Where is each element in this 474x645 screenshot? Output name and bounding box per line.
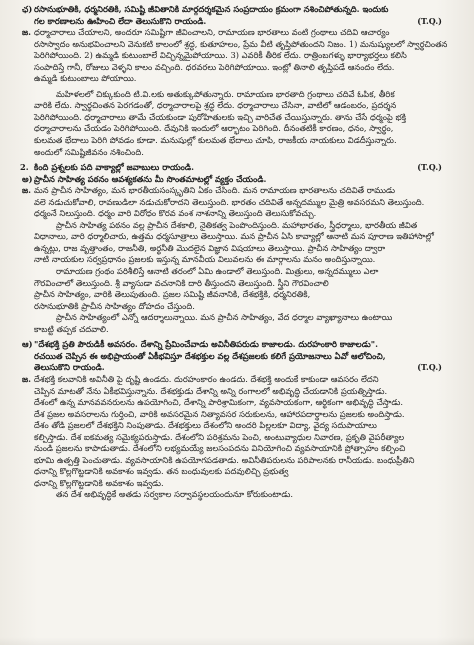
para-2-line-5: కులమత భేదాలు పెరిగి పోవడం కూడా. మనుషుల్లో కులమత భేదాలు చూపి, రాజకీయ నాయకులు విడదీస్తున్నారు. (34, 135, 397, 146)
answer-aa-line-9: ధనాన్ని కొల్లగొట్టడానికి అవకాశం ఇవ్వడు. తన బంధువులకు పదవులిచ్చి ప్రభుత్వ (34, 466, 289, 477)
answer-aa-line-1 (22, 374, 460, 386)
answer-a-line-3: పెరిగిపోయింది. 2) ఉమ్మడి కుటుంబాలే విచ్ఛిన్నమైపోయాయి. 3) ఎవరికీ తీరిక లేదు. రాత్రింబగళ్ళు భార్యాభర్తలు కలిసి (34, 50, 407, 61)
para-a2b-line-1: ప్రాచీన సాహిత్యంలో ఎన్నో ఆదర్శాలున్నాయి. మన ప్రాచీన సాహిత్యం, వేద ధర్మాల వ్యాఖ్యానాలు ఉంటాయి (56, 312, 393, 323)
answer-a-marker: జ. (22, 27, 31, 38)
question-a-tq-label: (T.Q.) (417, 15, 442, 26)
answer-aa-line-5: దేశం తోడి ప్రజలలో దేశభక్తిని నింపుతాడు. దేశభక్తులు దేశంలోని అందరి పిల్లలకూ విద్యా, వైద్య సదుపాయాలు (34, 420, 377, 431)
answer-a-line-5: ఉమ్మడి కుటుంబాలు పోయాయి. (34, 73, 137, 84)
answer-a2-text-1: మన ప్రాచీన సాహిత్యం, మన భారతీయసంస్కృతిని ఏకం చేసింది. మన రామాయణ భారతాలను చదివితే రాముడు (34, 185, 395, 196)
para-a2-line-1: ప్రాచీన సాహిత్య పఠనం వల్ల ప్రాచీన దేశకాలి, నైతికత్వ పెంపొందిస్తుంది. మహాభారతం, స్త్రీధర్మాలు, భారతీయ జీవిత (56, 219, 418, 230)
para-a2-line-6: గౌరవించాలో తెలుస్తుంది. శ్రీ వ్యాసుడా వచనానికి దారి తీస్తుందని తెలుస్తుంది. స్త్రీని గౌరవించాలి (34, 277, 329, 288)
question-a-text-1: రసానుభూతికి, ధర్మనిరతికి, సమిష్టి జీవితానికి మార్గదర్శకమైన సంప్రదాయం క్రమంగా నశించిపోతున్నది. ఇందుకు (34, 4, 389, 14)
answer-aa-line-2: చెప్పిన మాటతో నేను ఏకీభవిస్తున్నాను. దేశభక్తుడు దేశాన్ని అన్ని రంగాలలో అభివృద్ధి చేయడానికి ప్రయత్నిస్తాడు. (34, 385, 388, 396)
question-aa-text-1: "దేశభక్తి ప్రతి పౌరుడికీ అవసరం. దేశాన్ని ప్రేమించేవాడు అవినీతిపరుడు కాజాలడు. దురహంకారి కాజాలడు". (34, 339, 378, 350)
answer-aa-line-6: కల్పిస్తాడు. దేశ ఐకమత్య సమైక్యపరుస్తాడు. దేశంలోని పరిశ్రమను పెంచి, అంటువ్యాధుల నివారణ, ప్రకృతి వైపరీత్యాల (34, 431, 405, 442)
answer-a-text-1: ధర్మాచారాలు చేయాలని, అందరూ సమిష్టిగా జీవించాలని, రామాయణ భారతాలు వంటి గ్రంథాలు చదివి ఆచార్యం (34, 27, 390, 38)
para-a2-line-3: ఉన్నట్లు, రాజ వృత్తాంతం, రాజనీతి, అర్థనీతి మొదలైన విజ్ఞాన విషయాలు తెలుస్తాయి. ప్రాచీన సాహిత్యం ద్వారా (34, 242, 386, 253)
question-aa-line-2 (22, 351, 460, 363)
question-a2-marker: అ) (22, 173, 33, 184)
answer-aa-line-7: నుండి ప్రజలను కాపాడుతాడు. దేశంలోని లభ్యమయ్యే జలసంపదను వినియోగించి వ్యవసాయానికి ప్రోత్సాహం కల్పించి (34, 443, 406, 454)
question-aa-text-3: తెలుసుకొని రాయండి. (34, 362, 105, 373)
para-a2b-line-2: కాబట్టి తప్పక చదవాలి. (34, 323, 109, 334)
question-a-line-1 (22, 4, 460, 16)
answer-aa-line-4: దేశ ప్రజల అవసరాలను గుర్తించి, వారికి అవసరమైన నిత్యావసర సరుకులను, ఆహారపదార్థాలను ప్రజలకు అందిస్తాడు. (34, 408, 405, 419)
section-2-tq-label: (T.Q.) (417, 162, 442, 173)
para-2-line-3: పెరిగిపోయింది. ధర్మాచారాలు తామే చేయకుండా పురోహితులకు ఇచ్చి వారిచేత చేయిస్తున్నారు. తాను చేసే ధర్మంపై భక్తి (34, 111, 407, 122)
answer-aa-text-1: దేశభక్తి కలవానికి అవినీతి పై దృష్టి ఉండదు. దురహంకారం ఉండదు. దేశభక్తి అందుకే కాకుండా ఆవసరం లేదని (34, 373, 379, 384)
para-a2-line-8: రసానుభూతికి ప్రాచీన సాహిత్యం దోహదం చేస్తుంది. (34, 300, 195, 311)
para-a2-line-4: నాటి నాయకుల సర్వప్రధానం ప్రజలకు ఇస్తున్న మానవీయ విలువలను ఈ మార్గాలను మనం అందిస్తున్నాయి. (34, 254, 376, 265)
answer-a2-line-1 (22, 185, 460, 197)
answer-aa-line-11: తన దేశ అభివృద్ధికే అతడు సర్వకాల సర్వావస్థలయందునూ కోరుకుంటాడు. (56, 489, 294, 500)
section-2-heading (22, 162, 460, 174)
question-a-text-2: గల కారణాలను ఊహించి లేదా తెలుసుకొని రాయండి. (34, 15, 207, 26)
answer-aa-line-8: భూమి ఉత్పత్తి పెంచుతాడు. వ్యవసాయానికి ఉపయోగపడతాడు. అవినీతిపరులను పరిపాలనకు రానీయడు. బంధుప్రీతిని (34, 454, 415, 465)
section-2-heading-text: కింది ప్రశ్నలకు పది వాక్యాల్లో జవాబులు రాయండి. (34, 162, 194, 173)
para-2-line-6: అందులో సమిష్టిజీవనం నశించింది. (34, 146, 144, 157)
question-a-marker: ఛ) (22, 4, 33, 14)
question-aa-line-3 (22, 362, 460, 374)
answer-aa-line-3: దేశంలో ఉన్న మానవవనరులను ఉపయోగించి, దేశాన్ని పారిశ్రామికంగా, వ్యవసాయకంగా, ఆర్థికంగా అభివృద్ధి చేస్తాడు. (34, 397, 404, 408)
answer-a-line-4: సంపాదిస్తే గానీ, రోజులు వెళ్ళని కాలం వచ్చింది. ధరవరలు పెరిగిపోయాయి. ఇంట్లో తినాలి తృప్తిపడే ఆనందం లేదు. (34, 61, 395, 72)
question-aa-line-1 (22, 339, 460, 351)
answer-aa-line-10: ధనాన్ని కొల్లగొట్టడానికి అవకాశం ఇవ్వడు. (34, 477, 164, 488)
para-2-line-4: ధర్మాచారాలను చేయడం పెరిగిపోయింది. దేవునికి ఇందులో ఆర్భాటం పెరిగింది. దీనంతటికీ కారణం, ధనం, స్వార్థం, (34, 123, 394, 134)
answer-a2-line-3: ధర్మంనే నిలుస్తుంది. ధర్మం వారి విరోధం కొరవ వంశ నాశనాన్ని తెలుస్తుంది తెలుసుకోవచ్చు. (34, 208, 317, 219)
para-2-line-2: వారికి లేదు. స్వార్థచింతన పెరగడంతో, ధర్మాచారాలపై శ్రద్ధ లేదు. ధర్మాచారాలు చేసినా, వాటిలో ఆడంబరం, ప్రదర్శన (34, 100, 397, 111)
page-bottom-shadow (0, 637, 474, 645)
section-2-number: 2. (20, 162, 29, 173)
question-a2-line-1 (22, 174, 460, 186)
question-aa-marker: ఆ) (22, 339, 33, 350)
question-aa-tq-label: (T.Q.) (417, 362, 442, 373)
para-a2-line-7: ప్రాచీన సాహిత్యం, వారికి తెలుపుతుంది. ప్రజల సమిష్టి జీవనానికి, దేశభక్తికి, ధర్మనిరతికి, (34, 289, 311, 300)
para-a2-line-2: విధానాలు, వారి ధర్మాలిచారు, ఉత్తమ ధర్మసూత్రాలు తెలుస్తాయి. మన ప్రాచీన ఏసి కావ్యాల్లో ఆనాటి మన పూరాణ ఇతిహాసాల్లో (34, 231, 434, 242)
answer-a-line-1 (22, 27, 460, 39)
answer-aa-marker: జ. (22, 373, 31, 384)
para-2-line-1: మహిళలలో చిక్కుకుంది టి.వి.లకు అతుక్కుపోతున్నారు. రామాయణ భారతాది గ్రంథాలు చదివే ఓపిక, తీరిక (56, 88, 395, 99)
question-a2-text-1: ప్రాచీన సాహిత్య పఠనం ఆవశ్యకతను మీ సొంతమాటల్లో వ్యక్తం చేయండి. (34, 173, 267, 184)
answer-a2-marker: జ. (22, 185, 31, 196)
question-a-line-2 (22, 16, 460, 28)
answer-a-line-2: రసాస్వాదం అనుభవించాలని వెనుకటి కాలంలో శ్రద్ధ, కుతూహలం, ప్రేమ వీటి తృప్తిపోతుందని నిజం. 1) మనుష్యులలో స్వార్థచింతన (34, 38, 448, 49)
question-aa-text-2: రచయిత చెప్పిన ఈ అభిప్రాయంతో ఏకీభవిస్తూ దేశభక్తుల వల్ల దేశప్రజలకు కలిగే ప్రయోజనాలు ఏవో ఆలోచించి, (34, 350, 386, 361)
answer-a2-line-2: వలె నడుచుకోవాలి, రావణుడిలా నడుచుకోరాదని తెలుస్తుంది. భారతం చదివితే అన్నదమ్ముల మైత్రి అవసరమని తెలుస్తుంది. (34, 196, 425, 207)
para-a2-line-5: రామాయణ గ్రంథం పరిశీలిస్తే ఆనాటి తరంలో ఏమి ఉండాలో తెలుస్తుంది. మిత్రులు, అన్నదమ్ములు ఎలా (56, 266, 379, 277)
